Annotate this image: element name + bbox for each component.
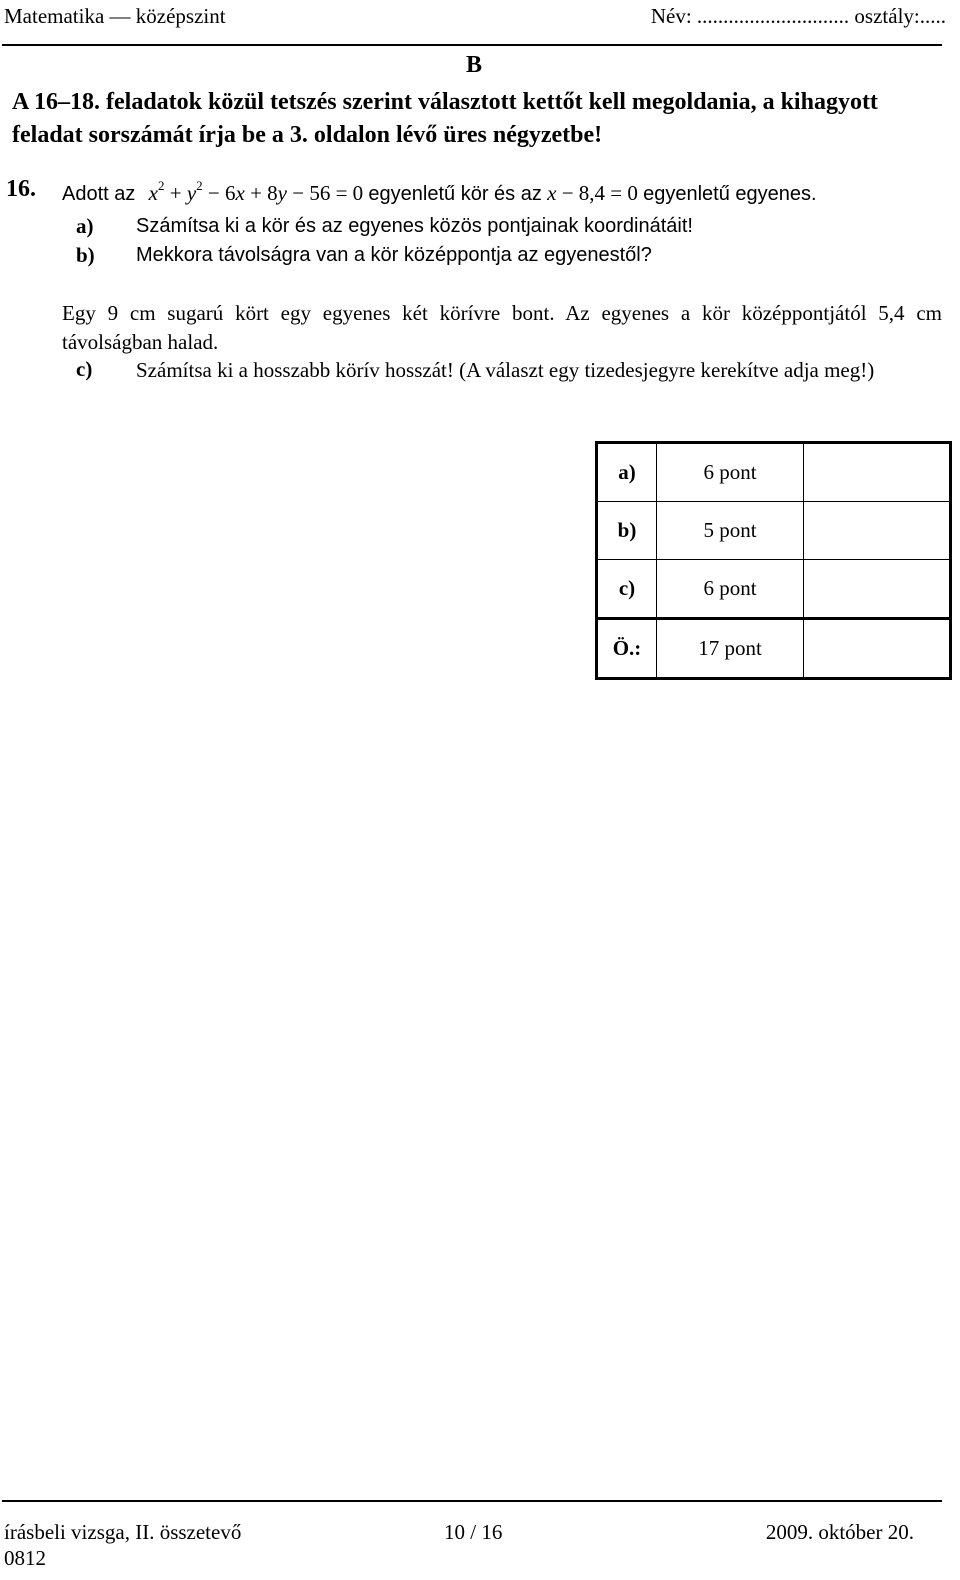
eq-term-8-var: y	[277, 181, 287, 205]
footer-rule	[2, 1500, 942, 1502]
score-label: b)	[597, 502, 657, 560]
subtask-b-text: Mekkora távolságra van a kör középpontja az egyenestől?	[136, 244, 652, 266]
score-entry-box[interactable]	[804, 443, 951, 502]
eq-x-exponent: 2	[157, 178, 165, 193]
eq-term-56: − 56 = 0	[292, 181, 364, 205]
score-row-a	[597, 443, 951, 502]
score-points: 6 pont	[657, 443, 804, 502]
intro-suffix: egyenletű egyenes.	[643, 183, 817, 205]
subtask-a-text: Számítsa ki a kör és az egyenes közös pontjainak koordinátáit!	[136, 215, 693, 237]
section-letter: B	[465, 52, 482, 78]
problem-paragraph: Egy 9 cm sugarú kört egy egyenes két körívre bont. Az egyenes a kör középpontjától 5,4 cm távolságban halad.	[62, 301, 942, 354]
score-label: c)	[597, 560, 657, 619]
name-class-field: Név: ............................. osztály:.....	[650, 4, 946, 28]
line-equation	[547, 181, 643, 205]
score-row-b	[597, 502, 951, 560]
exam-code: 0812	[4, 1546, 46, 1570]
page-header	[4, 4, 946, 34]
intro-mid: egyenletű kör és az	[368, 183, 542, 205]
score-total-label: Ö.:	[597, 619, 657, 679]
score-points: 6 pont	[657, 560, 804, 619]
eq-y-exponent: 2	[196, 178, 203, 193]
eq-term-8: + 8	[250, 181, 278, 205]
score-row-total	[597, 619, 951, 679]
eq-y: y	[186, 181, 197, 205]
subtask-a-label: a)	[76, 214, 94, 238]
eq-plus: +	[169, 181, 182, 205]
score-label: a)	[597, 443, 657, 502]
score-total-points: 17 pont	[657, 619, 804, 679]
section-instruction: A 16–18. feladatok közül tetszés szerint választott kettőt kell megoldania, a kihagyott feladat sorszámát írja be a 3. oldalon lévő üres négyzetbe!	[12, 89, 878, 148]
problem-number: 16.	[6, 176, 36, 202]
intro-prefix: Adott az	[62, 183, 136, 205]
score-points: 5 pont	[657, 502, 804, 560]
exam-date: 2009. október 20.	[765, 1520, 914, 1544]
subtask-c-label: c)	[76, 357, 93, 381]
eq-term-6-var: x	[235, 181, 245, 205]
subtask-b-label: b)	[76, 243, 95, 267]
subject-level: Matematika — középszint	[4, 4, 226, 28]
line-eq-rest: − 8,4 = 0	[561, 181, 638, 205]
eq-x: x	[148, 181, 158, 205]
score-total-entry-box[interactable]	[804, 619, 951, 679]
line-eq-x: x	[547, 181, 557, 205]
subtask-c-text: Számítsa ki a hosszabb körív hosszát! (A választ egy tizedesjegyre kerekítve adja meg!)	[136, 358, 875, 382]
circle-equation	[141, 178, 369, 205]
header-rule	[2, 44, 942, 46]
score-table	[595, 441, 952, 680]
page-number: 10 / 16	[444, 1520, 503, 1544]
problem-intro	[62, 179, 817, 208]
exam-part: írásbeli vizsga, II. összetevő	[4, 1520, 242, 1544]
score-row-c	[597, 560, 951, 619]
score-entry-box[interactable]	[804, 502, 951, 560]
eq-term-6: − 6	[207, 181, 236, 205]
score-entry-box[interactable]	[804, 560, 951, 619]
